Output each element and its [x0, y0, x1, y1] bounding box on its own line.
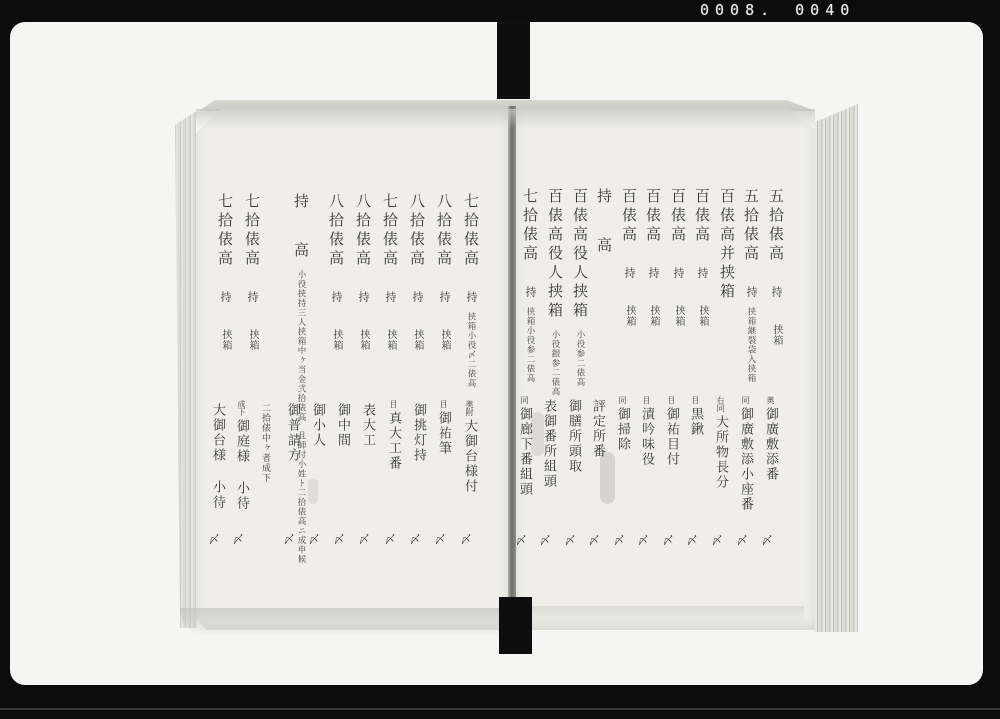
name-tag: 同 — [618, 396, 627, 404]
name-text: 御普請方 — [285, 403, 300, 463]
stipend-text: 且師付小姓ト二拾俵高ニ成申候 — [296, 431, 306, 564]
name-text: 大御台様付 — [462, 419, 477, 494]
name-column — [559, 396, 581, 546]
name-column — [510, 396, 532, 546]
name-column — [632, 396, 654, 546]
name-column — [657, 396, 679, 546]
stipend-text: 持 — [330, 291, 343, 303]
name-column — [731, 396, 753, 546]
name-tag: 奥 — [766, 396, 775, 404]
stipend-text: 持 — [411, 291, 424, 303]
tally-mark: 〆 — [711, 533, 723, 547]
stipend-text: 挟箱 — [697, 305, 708, 327]
stipend-text: 持 — [219, 291, 232, 303]
name-text: 御祐目付 — [664, 407, 679, 467]
stipend-text: 持 — [292, 193, 310, 212]
name-text: 大所物長分 — [713, 415, 728, 490]
name-text: 御掃除 — [615, 407, 630, 452]
name-column — [303, 400, 325, 545]
stipend-text: 持 — [595, 188, 613, 207]
name-tag: 右同 — [716, 396, 725, 412]
tally-mark: 〆 — [662, 533, 674, 547]
stipend-text: 挟箱小役〆二俵高 — [466, 312, 476, 388]
stipend-text: 持 — [465, 291, 478, 303]
tally-mark: 〆 — [409, 532, 421, 546]
name-column — [379, 400, 401, 545]
stipend-column — [238, 193, 260, 351]
cradle-gap-bottom — [499, 597, 532, 654]
tally-mark: 〆 — [333, 532, 345, 546]
name-column — [756, 396, 778, 546]
stipend-column — [762, 188, 784, 346]
frame-counter — [700, 1, 950, 21]
tally-mark: 〆 — [283, 532, 295, 546]
stipend-text: 七拾俵高 — [216, 193, 234, 269]
stipend-text: 高 — [595, 237, 613, 256]
name-tag: 同 — [741, 396, 750, 404]
tally-mark: 〆 — [686, 533, 698, 547]
name-column — [681, 396, 703, 546]
name-column — [278, 400, 300, 545]
stipend-text: 挟箱 — [358, 329, 369, 351]
stipend-text: 持 — [672, 267, 685, 279]
stipend-text: 百俵高 — [644, 188, 662, 245]
stipend-column — [713, 188, 735, 302]
stipend-text: 小役挟持三人挟箱中ヶ当金弐拾俵高 — [296, 270, 306, 422]
stipend-text: 百俵高并挟箱 — [718, 188, 736, 302]
tally-mark: 〆 — [588, 533, 600, 547]
stipend-text: 八拾俵高 — [435, 193, 453, 269]
stipend-text: 百俵高役人挟箱 — [571, 188, 589, 321]
name-column — [455, 400, 477, 545]
name-tag: 目 — [691, 396, 700, 404]
stipend-text: 挟箱 — [439, 329, 450, 351]
name-column — [706, 396, 728, 546]
name-text: 御挑灯持 — [411, 403, 426, 463]
stipend-column — [566, 188, 588, 387]
tally-mark: 〆 — [208, 532, 220, 546]
stipend-text: 挟箱 — [771, 324, 782, 346]
name-column — [203, 400, 225, 545]
stipend-text: 挟箱 — [673, 305, 684, 327]
stipend-text: 挟箱 — [385, 329, 396, 351]
stipend-text: 持 — [357, 291, 370, 303]
name-text: 御廣敷添番 — [763, 407, 778, 482]
name-text: 御祐筆 — [436, 411, 451, 456]
name-tag: 目 — [667, 396, 676, 404]
name-column — [534, 396, 556, 546]
name-text: 二拾俵中ヶ者成下 — [260, 403, 270, 483]
tally-mark: 〆 — [761, 533, 773, 547]
stipend-column — [664, 188, 686, 327]
stipend-text: 挟箱 — [412, 329, 423, 351]
stipend-text: 五拾俵高 — [767, 188, 785, 264]
name-column — [404, 400, 426, 545]
stipend-column — [737, 188, 759, 383]
tally-mark: 〆 — [308, 532, 320, 546]
name-tag: 目 — [642, 396, 651, 404]
tally-mark: 〆 — [613, 533, 625, 547]
stipend-text: 挟箱 — [247, 329, 258, 351]
stipend-text: 挟箱継裂袋入挟箱 — [746, 307, 756, 383]
stipend-text: 百俵高 — [669, 188, 687, 245]
name-text: 表御番所組頭 — [541, 399, 556, 489]
stipend-text: 持 — [438, 291, 451, 303]
stipend-text: 七拾俵高 — [462, 193, 480, 269]
stipend-column — [376, 193, 398, 351]
name-text: 大御台様 小待 — [210, 403, 225, 510]
stipend-text: 持 — [524, 286, 537, 298]
stipend-column — [541, 188, 563, 397]
stipend-text: 八拾俵高 — [354, 193, 372, 269]
stipend-column — [615, 188, 637, 327]
stipend-text: 七拾俵高 — [521, 188, 539, 264]
name-column — [583, 396, 605, 546]
stipend-column — [211, 193, 233, 351]
stipend-text: 小役銀参二俵高 — [550, 330, 560, 397]
tally-mark: 〆 — [384, 532, 396, 546]
stipend-column — [516, 188, 538, 383]
name-tag: 目 — [389, 400, 398, 408]
stipend-text: 持 — [384, 291, 397, 303]
stipend-text: 持 — [647, 267, 660, 279]
stipend-column — [457, 193, 479, 388]
name-tag: 目 — [439, 400, 448, 408]
tally-mark: 〆 — [736, 533, 748, 547]
stipend-text: 持 — [246, 291, 259, 303]
name-column — [227, 400, 249, 545]
tally-mark: 〆 — [358, 532, 370, 546]
stipend-text: 挟箱 — [624, 305, 635, 327]
stipend-text: 百俵高役人挟箱 — [546, 188, 564, 321]
stipend-text: 八拾俵高 — [408, 193, 426, 269]
stipend-text: 百俵高 — [620, 188, 638, 245]
tally-mark: 〆 — [232, 532, 244, 546]
cradle-gap-top — [497, 22, 530, 99]
stipend-column — [403, 193, 425, 351]
tally-mark: 〆 — [460, 532, 472, 546]
tally-mark: 〆 — [637, 533, 649, 547]
name-column — [353, 400, 375, 545]
stipend-text: 五拾俵高 — [742, 188, 760, 264]
stipend-text: 持 — [696, 267, 709, 279]
name-column — [429, 400, 451, 545]
stipend-column — [639, 188, 661, 327]
name-text: 御廊下番組頭 — [517, 407, 532, 497]
stipend-text: 持 — [623, 267, 636, 279]
stipend-text: 挟箱 — [220, 329, 231, 351]
counter-frame-number: 0008. — [700, 1, 776, 19]
name-text: 御廣敷添小座番 — [738, 407, 753, 512]
name-column — [328, 400, 350, 545]
tally-mark: 〆 — [434, 532, 446, 546]
stipend-text: 八拾俵高 — [327, 193, 345, 269]
name-text: 真大工番 — [386, 411, 401, 471]
tally-mark: 〆 — [539, 533, 551, 547]
stipend-text: 持 — [745, 286, 758, 298]
name-text: 御膳所頭取 — [566, 399, 581, 474]
stipend-text: 七拾俵高 — [381, 193, 399, 269]
stipend-text: 挟箱小役参二俵高 — [525, 307, 535, 383]
stipend-column — [688, 188, 710, 327]
name-text: 漬吟味役 — [639, 407, 654, 467]
name-text: 黒鍬 — [688, 407, 703, 437]
stipend-text: 小役参二俵高 — [575, 330, 585, 387]
stipend-text: 持 — [770, 286, 783, 298]
stipend-text: 七拾俵高 — [243, 193, 261, 269]
name-text: 御中間 — [335, 403, 350, 448]
stipend-column — [322, 193, 344, 351]
tally-mark: 〆 — [564, 533, 576, 547]
stipend-column — [590, 188, 612, 256]
name-text: 評定所番 — [590, 399, 605, 459]
stipend-text: 高 — [292, 242, 310, 261]
name-tag: 奥附 — [465, 400, 474, 416]
name-text: 御小人 — [310, 403, 325, 448]
stipend-text: 挟箱 — [331, 329, 342, 351]
name-text: 表大工 — [360, 403, 375, 448]
stipend-column — [349, 193, 371, 351]
stipend-text: 百俵高 — [693, 188, 711, 245]
stipend-text: 挟箱 — [648, 305, 659, 327]
name-column — [251, 400, 273, 545]
name-tag: 同 — [520, 396, 529, 404]
name-text: 御庭様 小待 — [234, 419, 249, 511]
counter-page-number: 0040 — [795, 1, 856, 19]
stipend-column — [430, 193, 452, 351]
name-tag: 成下 — [237, 400, 246, 416]
name-column — [608, 396, 630, 546]
tally-mark: 〆 — [515, 533, 527, 547]
